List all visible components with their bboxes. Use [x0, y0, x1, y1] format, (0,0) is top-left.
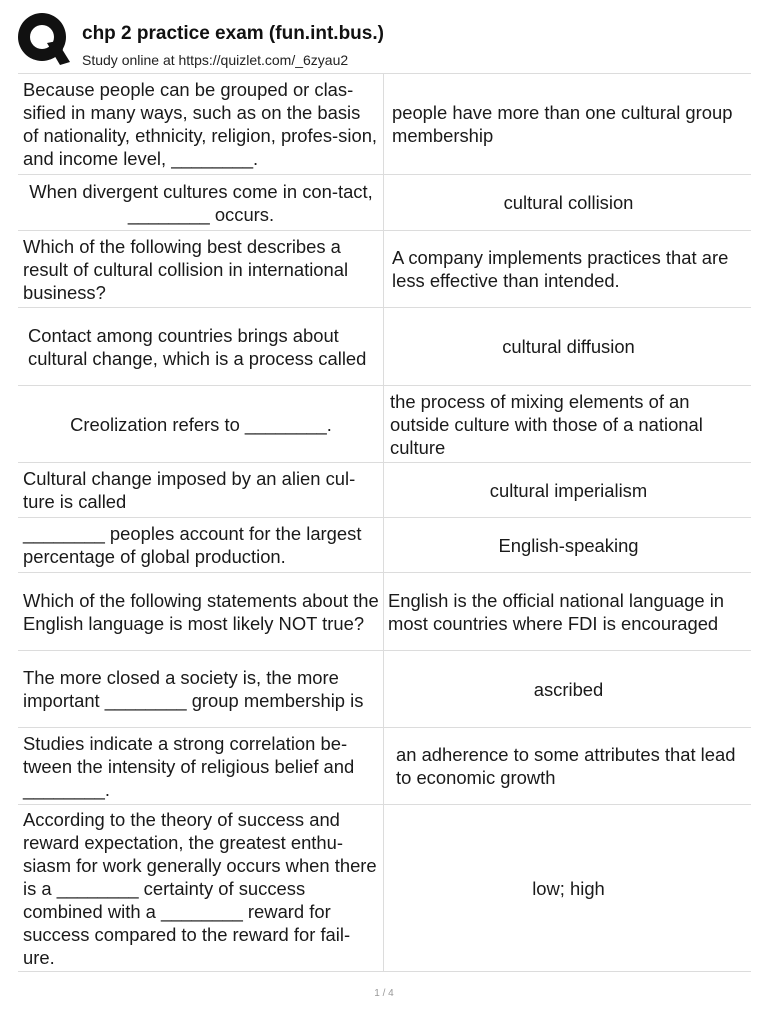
term-cell	[18, 463, 384, 517]
term-text: When divergent cultures come in con-tact, ________ occurs.	[29, 180, 373, 225]
definition-cell	[384, 573, 751, 650]
study-link[interactable]: Study online at https://quizlet.com/_6zyau2	[82, 52, 349, 68]
flashcard-row	[18, 73, 751, 174]
flashcard-row	[18, 230, 751, 307]
definition-cell	[384, 231, 751, 307]
flashcard-row	[18, 385, 751, 462]
definition-text: cultural imperialism	[489, 479, 648, 501]
flashcard-row	[18, 174, 751, 230]
definition-text: cultural diffusion	[502, 336, 635, 357]
page-title: chp 2 practice exam (fun.int.bus.)	[82, 23, 384, 44]
definition-text: cultural collision	[503, 192, 634, 213]
term-cell	[18, 74, 384, 174]
term-text: According to the theory of success and reward expectation, the greatest enthu-siasm for work generally occurs when there is a ________ certainty of success combined with a ________ reward for success compared to the reward for fail-ure.	[23, 808, 377, 968]
flashcard-table	[18, 73, 751, 972]
term-text: Which of the following statements about the English language is most likely NOT true?	[23, 589, 379, 634]
flashcard-row	[18, 307, 751, 385]
definition-cell	[384, 463, 751, 517]
definition-text: English is the official national language in most countries where FDI is encouraged	[388, 589, 725, 634]
term-cell	[18, 386, 384, 462]
definition-text: low; high	[532, 877, 605, 899]
flashcard-row	[18, 650, 751, 727]
term-text: ________ peoples account for the largest percentage of global production.	[23, 523, 362, 567]
term-cell	[18, 231, 384, 307]
term-cell	[18, 651, 384, 727]
flashcard-row	[18, 804, 751, 972]
term-text: Cultural change imposed by an alien cul-ture is called	[23, 468, 356, 512]
flashcard-row	[18, 727, 751, 804]
term-text: Because people can be grouped or clas-sified in many ways, such as on the basis of nationality, ethnicity, religion, profes-sion, and income level, ________.	[23, 79, 378, 169]
quizlet-q-logo-icon	[14, 10, 72, 68]
term-cell	[18, 573, 384, 650]
flashcard-row	[18, 572, 751, 650]
term-text: Creolization refers to ________.	[70, 413, 332, 435]
definition-text: the process of mixing elements of an outside culture with those of a national culture	[390, 390, 703, 458]
definition-text: people have more than one cultural group membership	[392, 102, 733, 146]
term-text: The more closed a society is, the more important ________ group membership is	[23, 667, 364, 711]
definition-cell	[384, 728, 751, 804]
term-text: Contact among countries brings about cultural change, which is a process called	[28, 324, 367, 369]
term-text: Which of the following best describes a result of cultural collision in international business?	[23, 235, 349, 303]
term-cell	[18, 308, 384, 385]
definition-cell	[384, 518, 751, 572]
definition-text: ascribed	[533, 678, 604, 700]
definition-cell	[384, 651, 751, 727]
flashcard-row	[18, 462, 751, 517]
definition-cell	[384, 175, 751, 230]
definition-cell	[384, 386, 751, 462]
definition-cell	[384, 805, 751, 971]
term-cell	[18, 805, 384, 971]
definition-text: English-speaking	[498, 534, 639, 556]
term-cell	[18, 728, 384, 804]
definition-text: A company implements practices that are less effective than intended.	[392, 247, 729, 291]
term-text: Studies indicate a strong correlation be-tween the intensity of religious belief and ________.	[23, 732, 355, 800]
definition-text: an adherence to some attributes that lead to economic growth	[396, 744, 736, 788]
term-cell	[18, 175, 384, 230]
definition-cell	[384, 308, 751, 385]
flashcard-row	[18, 517, 751, 572]
page-number: 1 / 4	[374, 988, 394, 999]
page-header	[0, 0, 768, 74]
definition-cell	[384, 74, 751, 174]
term-cell	[18, 518, 384, 572]
